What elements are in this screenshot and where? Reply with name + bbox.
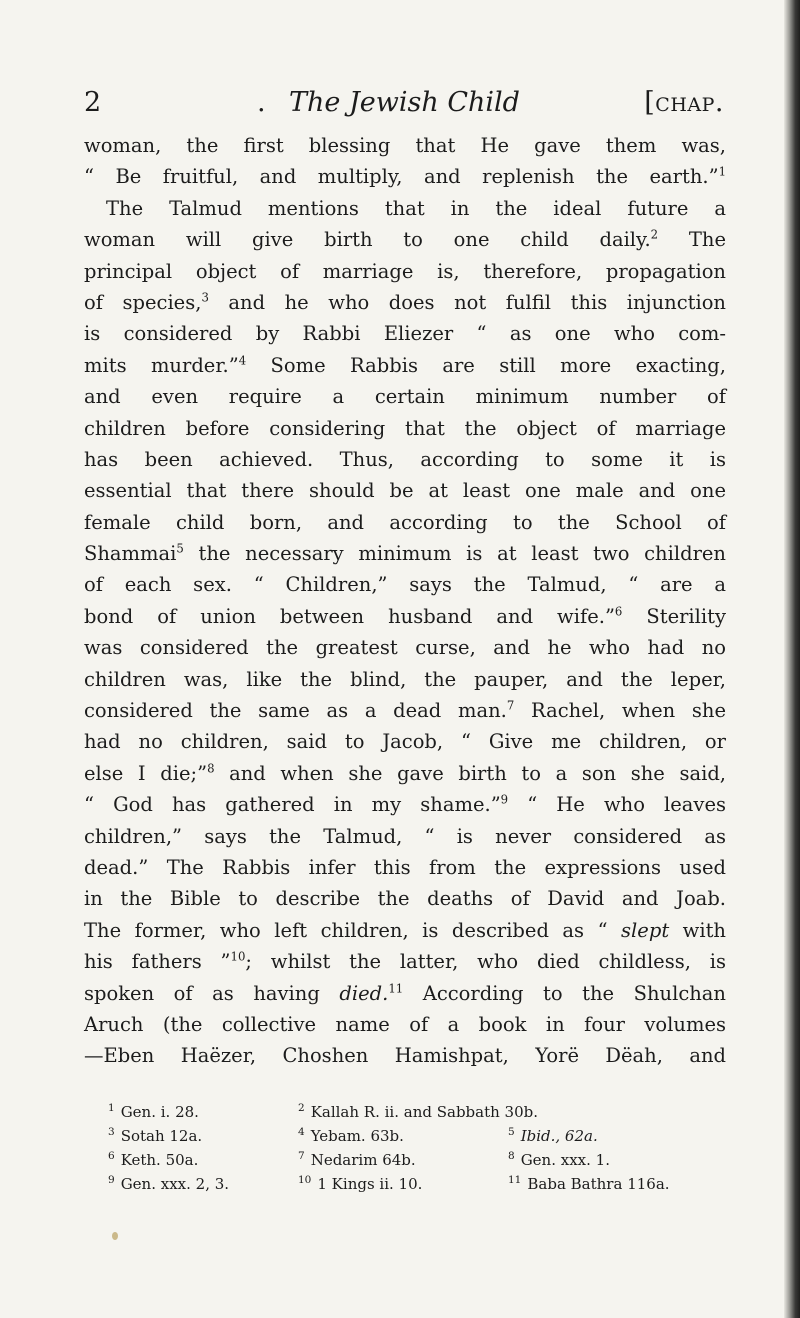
text-line: is considered by Rabbi Eliezer “ as one who com- [84, 322, 726, 346]
text-line: Aruch (the collective name of a book in four volumes [84, 1012, 726, 1036]
footnote-ref: 11 [388, 981, 404, 996]
footnote: $^3$ Sotah 12a. [108, 1126, 203, 1145]
text-line: was considered the greatest curse, and he who had no [84, 636, 726, 660]
footnote-ref: 4 [238, 353, 247, 368]
text-line: children,” says the Talmud, “ is never considered as [84, 824, 726, 848]
text-line: of each sex. “ Children,” says the Talmud, “ are a [84, 573, 726, 597]
text-line: The former, who left children, is described as “ slept with [84, 918, 726, 942]
text-line: has been achieved. Thus, according to some it is [84, 447, 726, 471]
footnote: $^5$ Ibid., 62a. [508, 1126, 598, 1145]
footnote-ref: 10 [230, 949, 246, 964]
footnote: $^7$ Nedarim 64b. [298, 1150, 416, 1169]
footnote: $^1$ Gen. i. 28. [108, 1102, 199, 1121]
footnote-ref: 1 [718, 164, 726, 179]
text-line: bond of union between husband and wife.”$^6$ Sterility [84, 604, 726, 628]
text-line: The Talmud mentions that in the ideal future a [106, 196, 726, 220]
running-title: The Jewish Child [289, 87, 520, 118]
text-line: “ God has gathered in my shame.”$^9$ “ He who leaves [84, 792, 726, 817]
footnote: $^8$ Gen. xxx. 1. [508, 1150, 610, 1169]
footnotes [108, 1100, 728, 1196]
text-line: —Eben Haëzer, Choshen Hamishpat, Yorë Dëah, and [84, 1044, 726, 1068]
footnote-ref: 9 [500, 792, 509, 807]
running-header [84, 86, 724, 120]
text-line: woman will give birth to one child daily.$^2$ The [84, 227, 726, 252]
footnote: $^{10}$ 1 Kings ii. 10. [298, 1174, 423, 1193]
text-line: woman, the first blessing that He gave them was, [84, 134, 726, 157]
page-number: 2 [84, 87, 102, 118]
footnote-ref: 2 [650, 227, 659, 242]
page-edge-shadow [784, 0, 800, 1318]
text-line: essential that there should be at least one male and one [84, 479, 726, 503]
text-line: mits murder.”$^4$ Some Rabbis are still more exacting, [84, 353, 726, 377]
text-line: Shammai$^5$ the necessary minimum is at least two children [84, 541, 726, 566]
footnote-ref: 6 [614, 604, 623, 619]
text-line: considered the same as a dead man.$^7$ Rachel, when she [84, 698, 726, 723]
text-line: had no children, said to Jacob, “ Give me children, or [84, 730, 726, 754]
footnote-ref: 7 [506, 698, 515, 713]
footnote: $^9$ Gen. xxx. 2, 3. [108, 1174, 230, 1193]
paper-blemish [112, 1232, 118, 1240]
footnote: $^6$ Keth. 50a. [108, 1150, 199, 1169]
text-line: in the Bible to describe the deaths of David and Joab. [84, 887, 726, 911]
text-line: children was, like the blind, the pauper, and the leper, [84, 667, 726, 691]
text-line: spoken of as having died.$^{11}$ According to the Shulchan [84, 981, 726, 1005]
footnote-ref: 3 [201, 290, 209, 305]
footnote: $^{11}$ Baba Bathra 116a. [508, 1174, 670, 1193]
footnote-ref: 8 [207, 761, 215, 776]
text-line: else I die;”$^8$ and when she gave birth to a son she said, [84, 761, 726, 785]
text-line: his fathers ”$^{10}$; whilst the latter, who died childless, is [84, 949, 726, 974]
text-line: principal object of marriage is, therefore, propagation [84, 259, 726, 283]
text-line: of species,$^3$ and he who does not fulfil this injunction [84, 290, 726, 314]
chapter-label: [chap. [644, 87, 724, 118]
text-line: female child born, and according to the School of [84, 510, 726, 534]
text-line: children before considering that the object of marriage [84, 416, 726, 440]
text-line: dead.” The Rabbis infer this from the expressions used [84, 855, 726, 879]
body-text [84, 130, 726, 1072]
text-line: and even require a certain minimum number of [84, 385, 726, 409]
footnote: $^2$ Kallah R. ii. and Sabbath 30b. [298, 1102, 539, 1121]
footnote: $^4$ Yebam. 63b. [298, 1126, 404, 1145]
header-dot: . [257, 87, 266, 118]
text-line: “ Be fruitful, and multiply, and replenish the earth.”$^1$ [84, 164, 726, 189]
footnote-ref: 5 [176, 541, 184, 556]
